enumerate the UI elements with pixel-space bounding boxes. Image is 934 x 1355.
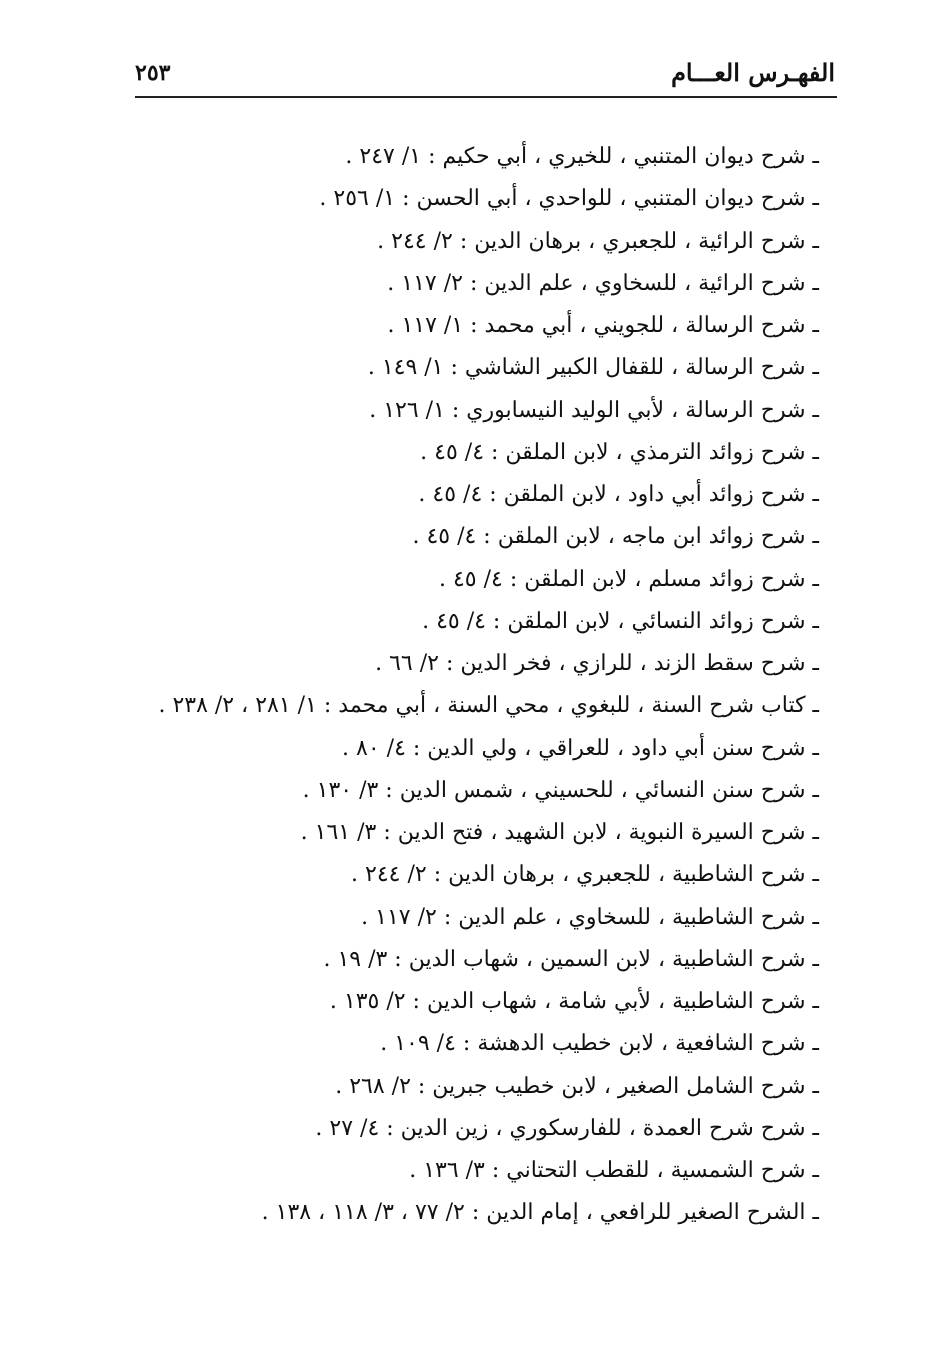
index-entry: ـ شرح السيرة النبوية ، لابن الشهيد ، فتح الدين : ٣/ ١٦١ . [300, 820, 819, 845]
index-entry: ـ شرح سنن النسائي ، للحسيني ، شمس الدين : ٣/ ١٣٠ . [302, 777, 819, 803]
index-entry: ـ شرح الرسالة ، للقفال الكبير الشاشي : ١/ ١٤٩ . [367, 355, 819, 381]
page-header [135, 58, 835, 92]
index-entry: ـ كتاب شرح السنة ، للبغوي ، محي السنة ، أبي محمد : ١/ ٢٨١ ، ٢/ ٢٣٨ . [158, 693, 819, 719]
page-number: ٢٥٣ [135, 60, 171, 86]
index-entry: ـ شرح الرسالة ، للجويني ، أبي محمد : ١/ ١١٧ . [387, 313, 819, 338]
index-entry: ـ شرح ديوان المتنبي ، للخيري ، أبي حكيم : ١/ ٢٤٧ . [345, 144, 819, 169]
index-entry: ـ شرح ديوان المتنبي ، للواحدي ، أبي الحسن : ١/ ٢٥٦ . [319, 186, 819, 212]
index-entry: ـ شرح الرسالة ، لأبي الوليد النيسابوري : ١/ ١٢٦ . [369, 397, 819, 423]
index-entry: ـ شرح الشافعية ، لابن خطيب الدهشة : ٤/ ١٠٩ . [380, 1031, 819, 1057]
index-entry: ـ شرح زوائد الترمذي ، لابن الملقن : ٤/ ٤٥ . [420, 439, 819, 465]
index-entry: ـ شرح زوائد ابن ماجه ، لابن الملقن : ٤/ ٤٥ . [412, 524, 819, 550]
index-entry: ـ شرح شرح العمدة ، للفارسكوري ، زين الدين : ٤/ ٢٧ . [315, 1115, 819, 1141]
index-entry: ـ شرح زوائد أبي داود ، لابن الملقن : ٤/ ٤٥ . [418, 482, 819, 507]
index-entry: ـ شرح الشمسية ، للقطب التحتاني : ٣/ ١٣٦ . [409, 1158, 819, 1183]
header-rule [135, 96, 837, 98]
index-entry: ـ شرح سنن أبي داود ، للعراقي ، ولي الدين : ٤/ ٨٠ . [342, 735, 819, 761]
index-entry: ـ شرح الرائية ، للسخاوي ، علم الدين : ٢/ ١١٧ . [387, 270, 819, 296]
index-entry: ـ شرح الشاطبية ، لأبي شامة ، شهاب الدين : ٢/ ١٣٥ . [329, 989, 819, 1014]
running-title: الفهـرس العـــام [671, 58, 835, 87]
index-entry: ـ شرح زوائد النسائي ، لابن الملقن : ٤/ ٤٥ . [422, 608, 819, 634]
index-entry: ـ شرح الشاطبية ، لابن السمين ، شهاب الدين : ٣/ ١٩ . [323, 946, 819, 972]
index-entry: ـ شرح سقط الزند ، للرازي ، فخر الدين : ٢/ ٦٦ . [375, 651, 819, 676]
index-entry: ـ شرح الشاطبية ، للجعبري ، برهان الدين : ٢/ ٢٤٤ . [351, 862, 819, 888]
index-list [119, 136, 819, 1235]
index-entry: ـ شرح الشامل الصغير ، لابن خطيب جبرين : ٢/ ٢٦٨ . [335, 1073, 819, 1099]
index-entry: ـ شرح الشاطبية ، للسخاوي ، علم الدين : ٢/ ١١٧ . [361, 904, 819, 930]
index-entry: ـ الشرح الصغير للرافعي ، إمام الدين : ٢/ ٧٧ ، ٣/ ١١٨ ، ١٣٨ . [261, 1200, 819, 1226]
index-entry: ـ شرح الرائية ، للجعبري ، برهان الدين : ٢/ ٢٤٤ . [377, 228, 819, 254]
index-entry: ـ شرح زوائد مسلم ، لابن الملقن : ٤/ ٤٥ . [438, 566, 819, 592]
